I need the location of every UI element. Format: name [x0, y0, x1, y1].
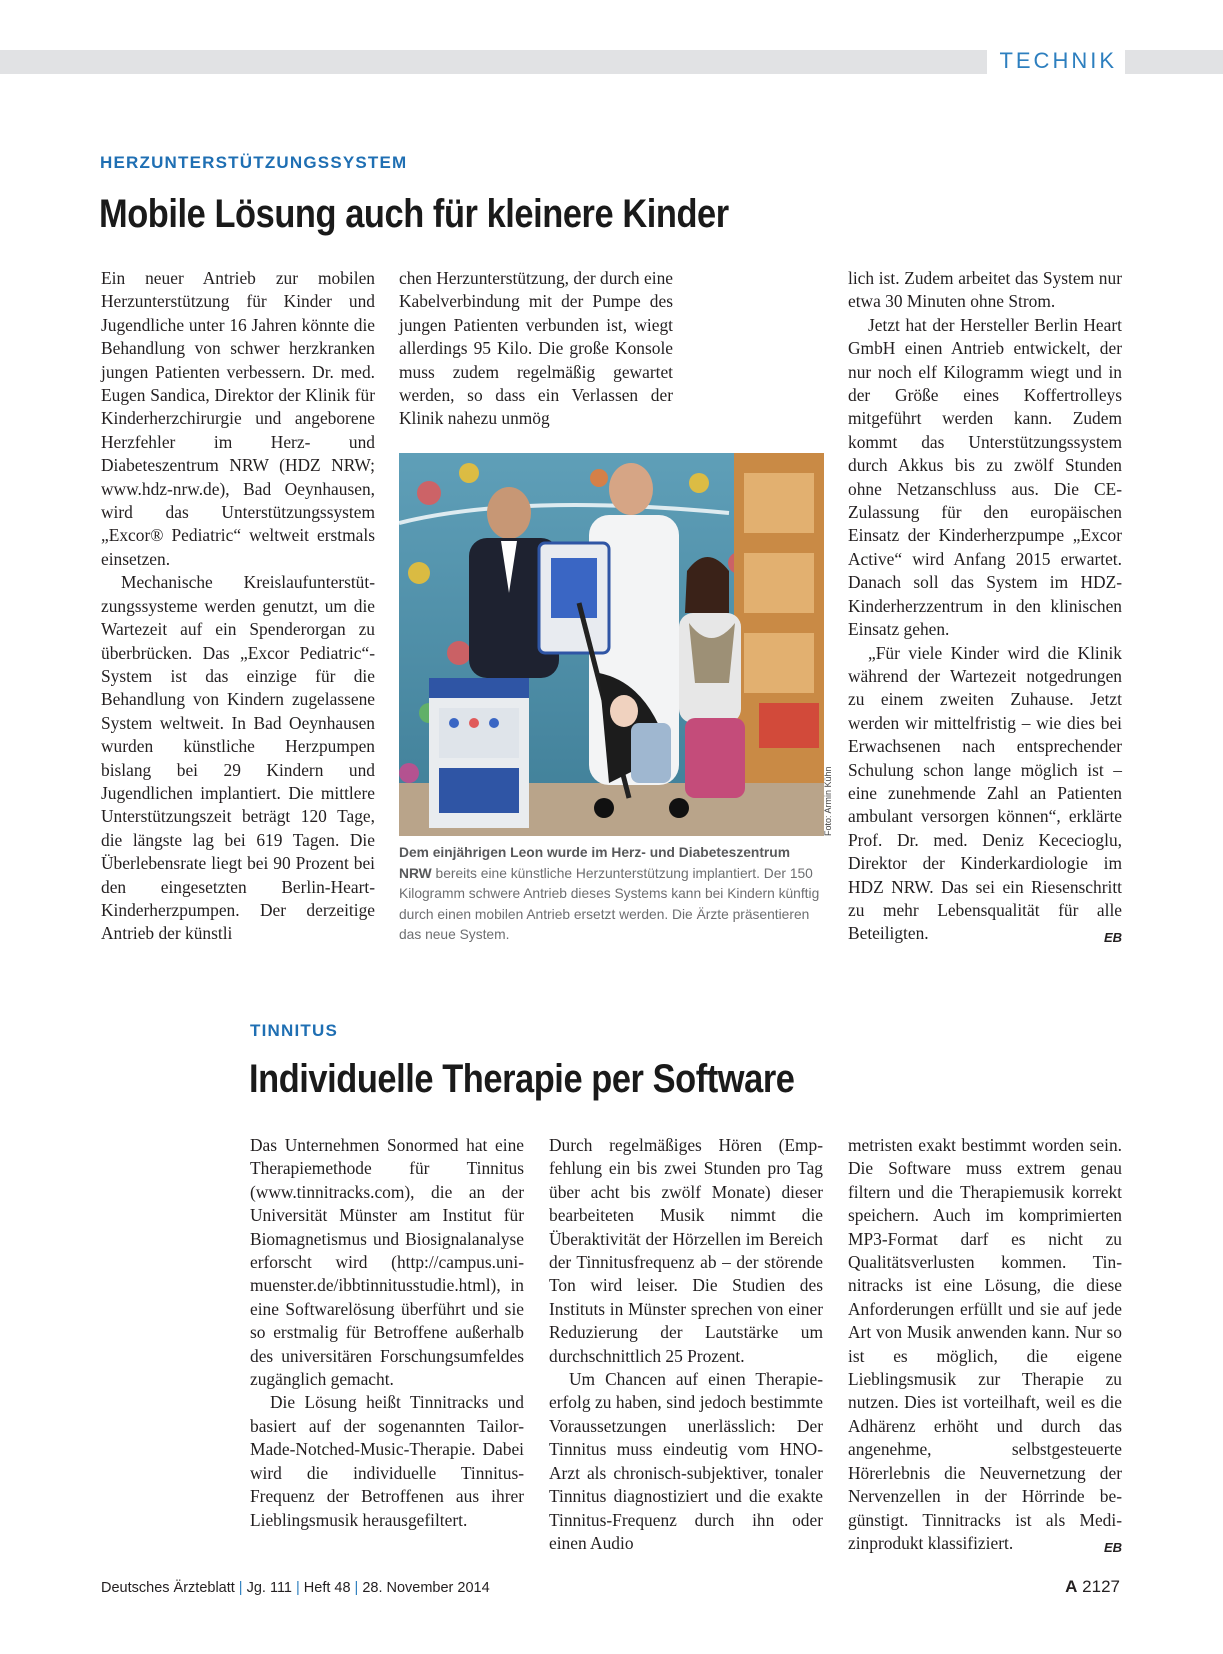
- article2-column-3: [848, 1134, 1122, 1559]
- paragraph: Mechanische Kreislaufunterstützungssysteme werden genutzt, um die Wartezeit auf ein Spenderorgan zu überbrücken. Das „Excor Pediatric“-System ist das einzige für die Behandlung von Kindern zugelassene System weltweit. In Bad Oeynhausen wurden künstliche Herzpumpen bislang bei 29 Kindern und Jugendlichen implantiert. Die mittlere Unterstützungszeit beträgt 120 Tage, die längste lag bei 619 Tagen. Die Überlebensrate liegt bei 90 Prozent bei den eingesetzten Berlin-Heart-Kinderherzpumpen. Der derzeitige Antrieb der künstli: [101, 572, 375, 944]
- paragraph: metristen exakt bestimmt worden sein. Die Software muss extrem genau filtern und die Therapiemusik korrekt speichern. Auch im komprimierten MP3-Format darf es nicht zu Qualitätsverlusten kommen. Tinnitracks ist eine Lösung, die diese Anforderungen erfüllt und sie auf jede Art von Musik anwenden kann. Nur so ist es möglich, die eigene Lieblingsmusik zur Therapie zu nutzen. Dies ist vorteilhaft, weil es die Adhärenz erhöht und durch das angenehme, selbstgesteuerte Hörerlebnis die Neuvernetzung der Nervenzellen in der Hörrinde begünstigt. Tinnitracks ist als Medizinprodukt klassifiziert. EB: [848, 1134, 1122, 1555]
- paragraph: Die Lösung heißt Tinnitracks und basiert auf der sogenannten Tailor-Made-Notched-Music-Therapie. Dabei wird die individuelle Tinnitus-Frequenz der Betroffenen aus ihrer Lieblingsmusik herausgefiltert.: [250, 1392, 524, 1530]
- journal-name: Deutsches Ärzteblatt: [101, 1580, 235, 1596]
- paragraph: „Für viele Kinder wird die Klinik während der Wartezeit notgedrungen zu einem zweiten Zuhause. Jetzt werden wir mittelfristig – wie dies bei Erwachsenen nach entsprechender Schulung schon lange möglich ist – eine zunehmende Zahl an Patienten ambulant versorgen können“, erklärte Prof. Dr. med. Deniz Kececioglu, Direktor der Kinderkardiologie im HDZ NRW. Das sei ein Riesenschritt zu mehr Lebensqualität für alle Beteiligten. EB: [848, 642, 1122, 946]
- article1-column-3: [848, 267, 1122, 950]
- article2-column-2: [549, 1134, 823, 1555]
- article1-column-1: [101, 267, 375, 946]
- paragraph: chen Herzunterstützung, der durch eine Kabelverbindung mit der Pumpe des jungen Patienten verbunden ist, wiegt allerdings 95 Kilo. Die große Konsole muss zudem regelmäßig gewartet werden, so dass ein Verlassen der Klinik nahezu unmög: [399, 268, 673, 429]
- caption-text: bereits eine künstliche Herzunterstützung implantiert. Der 150 Kilogramm schwere Antrieb dieses Systems kann bei Kindern künftig durch einen mobilen Antrieb ersetzt werden. Die Ärzte präsentieren das neue System.: [399, 865, 820, 943]
- author-signature: EB: [1103, 930, 1122, 946]
- photo-caption: [399, 843, 824, 946]
- volume: Jg. 111: [246, 1580, 292, 1596]
- paragraph: Jetzt hat der Hersteller Berlin Heart GmbH einen Antrieb entwickelt, der nur noch elf Kilogramm wiegt und in der Größe eines Koffertrolleys mitgeführt werden kann. Zudem kommt das Unterstützungssystem durch Akkus bis zu zwölf Stunden ohne Netzanschluss aus. Die CE-Zulassung für den europäischen Einsatz der Kinderherzpumpe „Excor Active“ wird Anfang 2015 erwartet. Danach soll das System im HDZ-Kinderherzzentrum in den klinischen Einsatz gehen.: [848, 314, 1122, 640]
- author-signature: EB: [1103, 1539, 1122, 1555]
- photo-credit: Foto: Armin Kühn: [823, 766, 833, 836]
- paragraph: Ein neuer Antrieb zur mobilen Herzunterstützung für Kinder und Jugendliche unter 16 Jahren könnte die Behandlung von schwer herzkranken jungen Patienten verbessern. Dr. med. Eugen Sandica, Direktor der Klinik für Kinderherzchirurgie und angeborene Herzfehler im Herz- und Diabeteszentrum NRW (HDZ NRW; www.hdz-nrw.de), Bad Oeynhausen, wird das Unterstützungssystem „Excor® Pediatric“ weltweit erstmals einsetzen.: [101, 268, 375, 569]
- paragraph: Durch regelmäßiges Hören (Empfehlung ein bis zwei Stunden pro Tag über acht bis zwölf Monate) dieser bearbeiteten Musik nimmt die Überaktivität der Hörzellen im Bereich der Tinnitusfrequenz ab – der störende Ton wird leiser. Die Studien des Instituts in Münster sprechen von einer Reduzierung der Lautstärke um durchschnittlich 25 Prozent.: [549, 1135, 823, 1366]
- paragraph: Das Unternehmen Sonormed hat eine Therapiemethode für Tinnitus (www.tinnitracks.com), die an der Universität Münster am Institut für Biomagnetismus und Biosignalanalyse erforscht wird (http://campus.uni-muenster.de/ibbtinnitusstudie.html), in eine Softwarelösung überführt und sie so erstmalig für Betroffene außerhalb des universitären Forschungsumfeldes zugänglich gemacht.: [250, 1135, 524, 1390]
- article1-kicker: HERZUNTERSTÜTZUNGSSYSTEM: [100, 153, 408, 172]
- article2-kicker: TINNITUS: [250, 1021, 338, 1040]
- article1-title: Mobile Lösung auch für kleinere Kinder: [99, 192, 729, 236]
- footer-citation: Deutsches Ärzteblatt | Jg. 111 | Heft 48 | 28. November 2014: [101, 1580, 490, 1596]
- issue-date: 28. November 2014: [362, 1580, 490, 1596]
- section-label: TECHNIK: [987, 46, 1125, 76]
- page-number: A 2127: [1065, 1577, 1120, 1596]
- article2-title: Individuelle Therapie per Software: [249, 1057, 795, 1101]
- caption-lead: Dem einjährigen Leon wurde im Herz- und Diabeteszentrum NRW: [399, 845, 790, 881]
- issue: Heft 48: [303, 1580, 351, 1596]
- article-photo: [399, 453, 824, 836]
- article2-column-1: [250, 1134, 524, 1532]
- paragraph: lich ist. Zudem arbeitet das System nur etwa 30 Minuten ohne Strom.: [848, 268, 1122, 312]
- paragraph: Um Chancen auf einen Therapieerfolg zu haben, sind jedoch bestimmte Voraussetzungen unerlässlich: Der Tinnitus muss eindeutig vom HNO-Arzt als chronisch-subjektiver, tonaler Tinnitus diagnostiziert und die exakte Tinnitus-Frequenz durch ihn oder einen Audio: [549, 1369, 823, 1553]
- article1-column-2: [399, 267, 673, 431]
